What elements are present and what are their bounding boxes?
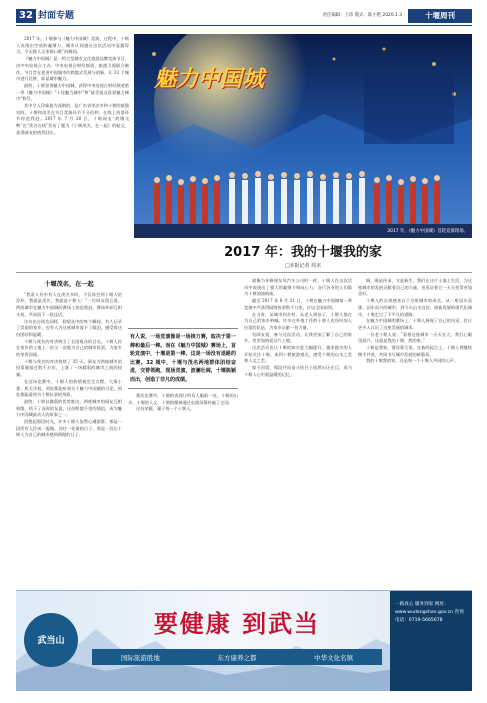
intro-paragraph: 最终，十堰登顶魅力中国城，获得中央电视台财经频道第一季《魅力中国城》“十佳魅力城市”和“最受观众喜爱魅力城市”称号。 [16,82,129,102]
column-paragraph: 一位老十堰人说：“看着这座城市一天天长大，我打心眼里高兴。这就是我的十堰，我的家。” [358,331,472,344]
column-paragraph: 最终，十堰以微弱的优势胜出，两座城市的网友互相致敬，结下了深厚的友谊。这份跨越千里的情谊，成为魅力中国城最动人的故事之一。 [16,398,122,418]
stage-photo [134,34,472,238]
column-paragraph: “我看人有中有人在茂名多时，不仅体会到十堰人的淳朴，我就是茂名，我就是十堰人！”一位网友留言道。两座城市在魅力中国城的赛场上你追我赶，赛场外却互相支持，共同留下一段佳话。 [16,291,122,317]
ad-banner [16,590,472,691]
section-title: 封面专题 [38,11,75,21]
intro-paragraph: 2017 年，十堰参与《魅力中国城》竞演，过程中，十堰人表现出空前的凝聚力，城市认同感在这次活动中显露得当，令无数人记来都曰难”的瞬间。 [16,36,129,55]
column-paragraph: 城，既是传承，又是新生。我们在这片土地上生活，为这座城市的发展贡献着自己的力量，也见证着它一天天变得更加美好。 [358,278,472,297]
intro-paragraph: 其中令人印象最为深刻的，是广东省茂名市和十堰的最强对阵，十堰和茂名在节目竞演环节不分伯仲，在线上投票环节你追我赶。2017 年 7 月 20 日，十堰网友“荷塘飞鸭”在“茂名在线”发布了题为《十堰茂名，在一起》的帖文，获得网友的热烈回应。 [16,103,129,135]
column-paragraph: 这句出自周边同样，仰望从中的每个瞬间，有人记录了美丽的家乡，也有人为这座城市流下了眼泪，感受着这份团结和温暖。 [16,318,122,337]
column-2 [128,278,238,582]
column-paragraph: 截至 2017 年 8 月 21 日，十堰在魅力中国城第一季竞演中共获得网络投票数千万张，位居全国前列。 [244,298,352,310]
column-paragraph: 有网友说，参与这次活动，让我更加了解了自己的家乡，也更加热爱这片土地。 [244,331,352,344]
page-header [0,0,487,28]
title-rule [16,272,472,273]
column-paragraph: 这份荣耀，属于每一个十堰人。 [136,406,195,412]
column-paragraph: 在这场竞赛中，十堰人的热情被完全点燃。大街小巷、机关学校，到处都能听到关于魅力中国城的讨论，到处都能看到为十堰拉票的身影。 [16,378,122,398]
column-paragraph: 十堰与茂名的对决吸引了全国观众的目光。十堰人民在家乡的土地上一次又一次地为自己的城市投票，为家乡的荣誉而战。 [16,338,122,358]
ad-logo-text: 武当山 [37,636,65,646]
column-paragraph: 回想起那段时光，许多十堰人依然心潮澎湃。那是一段所有人拧成一股绳、劲往一处使的日子，那是一段让十堰人为自己的城市感到骄傲的日子。 [16,419,122,438]
column-3 [244,278,352,582]
column-paragraph: 在当时，从城市到乡村，从老人到孩子，十堰人都在为自己的家乡呐喊。许多在外地工作的十堰人也纷纷加入拉票的队伍，为家乡贡献一份力量。 [244,311,352,330]
brand-badge: 十堰周刊 [408,9,472,23]
article-byline: □本报记者 周末 [284,263,322,269]
intro-paragraph: 《魅力中国城》是一档大型城市文化旅游品牌竞演节目，由中央电视台主办，中央电视台财经频道、旅游卫视联合制作。节目旨在促进中国城市的跨越式发展与创新，让 32 个城市进行比拼，彰显城市魅力。 [16,56,129,82]
column-paragraph: 十堰与茂名的对决持续了 35 天，网友为两座城市的投票量超过数千万次，上演了一场精彩的城市之间的较量。 [16,358,122,378]
pull-quote: 有人说，一场竞演像是一场接力赛，取决于第一棒和最后一棒。而在《魅力中国城》赛场上，首轮竞演中，十堰是第一棒，这是一场没有退路的比赛。32 城中，十堰与茂名两地群体团结奋进，交替领跑，现场竞演，波澜壮阔，十堰脱颖而出，创造了非凡的成绩。 [128,328,238,389]
stage-banner-text: 魅力中国城 [154,67,265,92]
column-paragraph: 那次比赛中，十堰的表现让所有人眼前一亮，十堰的山水、十堰的人文、十堰的精神通过电视屏幕传遍了全国。 [128,393,238,405]
column-paragraph: 就像当年修建东风汽车公司时一样，十堰人在这次活动中表现出了强大的凝聚力和向心力，各行各业的人们都为十堰加油助威。 [244,278,352,297]
column-paragraph: 十堰人的自豪感来自于这座城市的成长。从一座因车而建、因车而兴的城市，到今天山水宜居、创新发展的现代化城市，十堰走过了不平凡的道路。 [358,298,472,317]
column-4 [358,278,472,582]
column-paragraph: 在魅力中国城的赛场上，十堰人展现了自己的风采，也让更多人认识了这座美丽的城市。 [358,318,472,330]
column-paragraph: 如今回望，那段共同奋斗的日子依然历历在目，成为十堰人心中最温暖的记忆。 [244,365,352,377]
article-title: 2017 年：我的十堰我的家 [224,245,382,260]
ad-tag: 国际旅游胜地 [120,653,160,662]
ad-tag: 中华文化名镇 [314,653,354,662]
column-paragraph: 十堰是我家，建设靠大家。在新的起点上，十堰人将继续携手并进，共同书写城市发展的新篇章。 [358,345,472,357]
photo-caption: 2017 年，《魅力中国城》首轮竞演现场。 [387,229,468,234]
ad-tag: 东方康养之都 [217,653,257,662]
column-paragraph: 这次活动也让十堰的知名度大幅提升，越来越多的人开始关注十堰，来到十堰旅游观光，感受十堰的山水之美和人文之美。 [244,345,352,364]
ad-side-panel [390,591,472,691]
ad-slogan: 要健康 到武当 [153,610,321,638]
column-subhead: 十堰茂名，在一起 [44,281,94,288]
column-1 [16,278,122,582]
column-paragraph: 我的十堰我的家，这是每一个十堰人共同的心声。 [366,358,459,364]
ad-side-text: 一路真心 服务到家 网址：www.wudangshan.gov.cn 咨询电话：0719-5665678 [395,602,464,623]
ad-tag-bar [92,649,382,665]
header-rule [16,25,472,26]
ad-logo [24,613,78,667]
page-number: 32 [16,9,36,23]
intro-text [16,36,129,248]
editor-credits: 责任编辑：王玮 版式：陈小艳 2020.1.3 [322,13,402,18]
